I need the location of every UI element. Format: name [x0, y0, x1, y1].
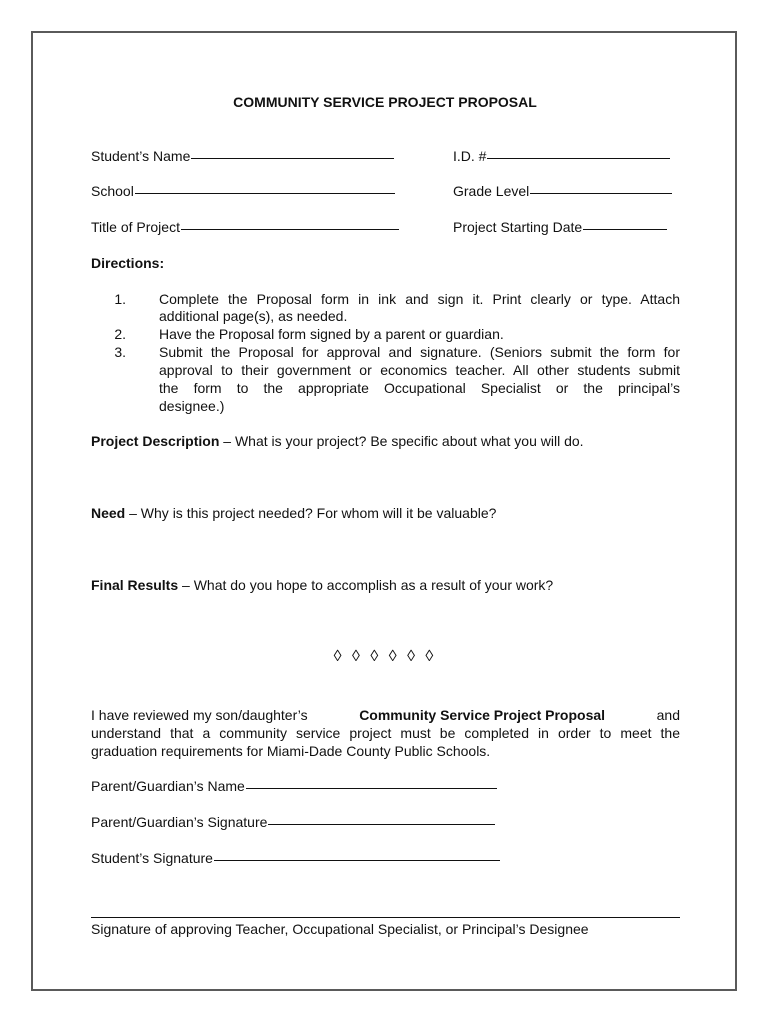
direction-line: Have the Proposal form signed by a parent or guardian. [159, 326, 504, 342]
student-name-field[interactable] [91, 148, 394, 165]
id-line [487, 157, 670, 159]
project-title-field[interactable] [91, 219, 399, 236]
directions-heading: Directions: [91, 255, 165, 271]
statement-line [91, 707, 680, 724]
school-field[interactable] [91, 183, 395, 200]
parent-signature-field[interactable] [91, 814, 495, 831]
direction-line: Complete the Proposal form in ink and sign it. Print clearly or type. Attach [159, 291, 680, 307]
direction-line: approval to their government or economics teacher. All other students submit [159, 362, 680, 378]
direction-line: the form to the appropriate Occupational Specialist or the principal’s [159, 380, 680, 396]
final-results-text: – What do you hope to accomplish as a result of your work? [178, 577, 554, 593]
start-date-label: Project Starting Date [453, 219, 583, 235]
project-description-prompt [91, 433, 584, 450]
need-prompt [91, 505, 496, 522]
statement-bold-text: Community Service Project Proposal [359, 707, 606, 723]
direction-line: designee.) [159, 398, 225, 414]
student-name-line [191, 157, 394, 159]
student-signature-line [214, 859, 500, 861]
direction-line: additional page(s), as needed. [159, 308, 348, 324]
project-title-line [181, 228, 399, 230]
approver-signature-line[interactable] [91, 917, 680, 918]
direction-line: Submit the Proposal for approval and signature. (Seniors submit the form for [159, 344, 680, 360]
final-results-prompt [91, 577, 553, 594]
approver-signature-label: Signature of approving Teacher, Occupational Specialist, or Principal’s Designee [91, 921, 589, 937]
statement-line: understand that a community service project must be completed in order to meet the [91, 725, 680, 741]
direction-number: 2. [114, 326, 126, 342]
final-results-label: Final Results [91, 577, 179, 593]
grade-level-field[interactable] [453, 183, 672, 200]
statement-text: I have reviewed my son/daughter’s [91, 707, 308, 723]
diamond-divider: ◊ ◊ ◊ ◊ ◊ ◊ [333, 648, 437, 665]
grade-level-label: Grade Level [453, 183, 530, 199]
student-signature-label: Student’s Signature [91, 850, 213, 866]
project-description-label: Project Description [91, 433, 220, 449]
parent-name-field[interactable] [91, 778, 497, 795]
need-label: Need [91, 505, 126, 521]
need-text: – Why is this project needed? For whom will it be valuable? [125, 505, 497, 521]
direction-number: 1. [114, 291, 126, 307]
parent-name-label: Parent/Guardian’s Name [91, 778, 245, 794]
form-title: COMMUNITY SERVICE PROJECT PROPOSAL [233, 94, 537, 110]
school-label: School [91, 183, 134, 199]
student-signature-field[interactable] [91, 850, 500, 867]
project-title-label: Title of Project [91, 219, 180, 235]
parent-signature-label: Parent/Guardian’s Signature [91, 814, 268, 830]
parent-name-line [246, 787, 497, 789]
id-field[interactable] [453, 148, 670, 165]
statement-line: graduation requirements for Miami-Dade County Public Schools. [91, 743, 491, 759]
id-label: I.D. # [453, 148, 487, 164]
project-description-text: – What is your project? Be specific about what you will do. [219, 433, 584, 449]
statement-text: and [656, 707, 680, 723]
school-line [135, 192, 395, 194]
parent-signature-line [268, 823, 495, 825]
start-date-line [583, 228, 667, 230]
grade-level-line [530, 192, 672, 194]
student-name-label: Student’s Name [91, 148, 191, 164]
direction-number: 3. [114, 344, 126, 360]
start-date-field[interactable] [453, 219, 667, 236]
